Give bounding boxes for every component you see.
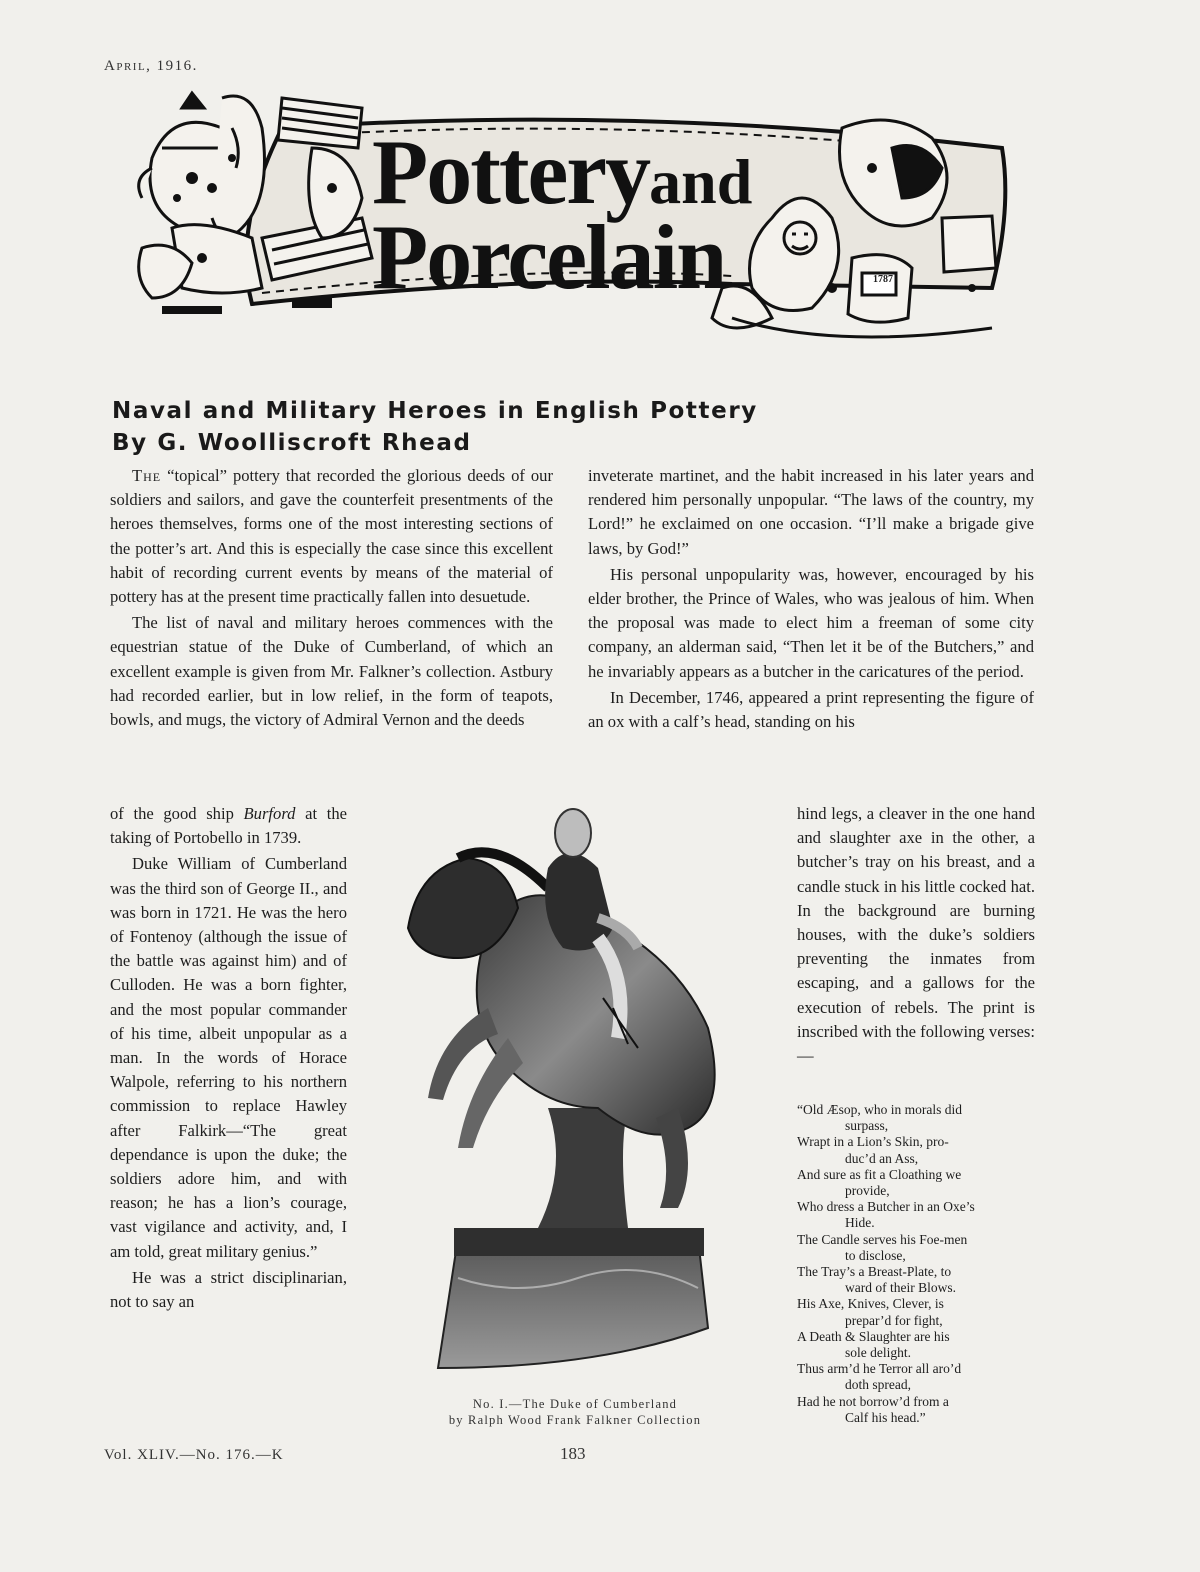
verse-text: A Death & Slaughter are his [797,1328,950,1344]
paragraph: In December, 1746, appeared a print representing the figure of an ox with a calf’s head, standing on his [588,687,1034,732]
verse-text: prepar’d for fight, [845,1312,943,1328]
paragraph: Duke William of Cumberland was the third son of George II., and was born in 1721. He was the hero of Fontenoy (although the issue of the battle was against him) and of Culloden. He was a born fighter, and the most popular commander of his time, albeit unpopular as a man. In the words of Horace Walpole, referring to his northern commission to replace Hawley after Falkirk—“The great dependance is upon the duke; the soldiers adore him, and with reason; he has a lion’s courage, vast vigilance and activity, and, I am told, great military genius.” [110,854,347,1261]
verse-line [797,1329,1037,1361]
article-byline: By G. Woolliscroft Rhead [112,430,472,456]
banner-title [372,121,753,308]
paragraph-text: of the good ship [110,804,244,823]
paragraph: inveterate martinet, and the habit increased in his later years and rendered him personally unpopular. “The laws of the country, my Lord!” he exclaimed on one occasion. “I’ll make a brigade give laws, by God!” [588,466,1034,558]
verse-line [797,1361,1037,1393]
banner-title-and: and [649,146,753,217]
article-title [112,395,1072,459]
paragraph [110,802,347,850]
verse-line [797,1232,1037,1264]
verse-line [797,1296,1037,1328]
verse-text: Had he not borrow’d from a [797,1393,949,1409]
drop-lead: The [132,466,162,485]
banner-title-porcelain: Porcelain [372,205,726,308]
page-number: 183 [560,1444,586,1463]
paragraph: The list of naval and military heroes commences with the equestrian statue of the Duke of Cumberland, of which an excellent example is given from Mr. Falkner’s collection. Astbury had recorded earlier, but in low relief, in the form of teapots, bowls, and mugs, the victory of Admiral Vernon and the deeds [110,613,553,730]
verse-line [797,1199,1037,1231]
paragraph: He was a strict disciplinarian, not to say an [110,1267,347,1312]
verse-line [797,1134,1037,1166]
verse-text: to disclose, [845,1247,906,1263]
verse-text: His Axe, Knives, Clever, is [797,1296,944,1312]
verse-text: ward of their Blows. [845,1280,956,1296]
verse-text: Thus arm’d he Terror all aro’d [797,1361,962,1377]
paragraph: His personal unpopularity was, however, encouraged by his elder brother, the Prince of Wales, who was jealous of him. When the proposal was made to elect him a freeman of some city company, an alderman said, “Then let it be of the Butchers,” and he invariably appears as a butcher in the caricatures of the period. [588,564,1034,681]
volume-number: Vol. XLIV.—No. 176.—K [104,1447,284,1463]
left-column-top [110,464,553,732]
verse-text: provide, [845,1183,890,1199]
verse-text: And sure as fit a Cloathing we [797,1166,962,1182]
verse-text: Hide. [845,1215,875,1231]
right-column-narrow [797,802,1035,1068]
issue-date: April, 1916. [104,58,198,74]
banner-title-pottery: Pottery [372,121,650,223]
verse-text: surpass, [845,1118,889,1134]
verse-line [797,1264,1037,1296]
verse-text: Who dress a Butcher in an Oxe’s [797,1199,975,1215]
verse-text: sole delight. [845,1345,911,1361]
verse-line [797,1102,1037,1134]
caption-line: by Ralph Wood Frank Falkner Collection [448,1413,702,1427]
right-column-top [588,464,1034,734]
verse-text: Wrapt in a Lion’s Skin, pro- [797,1134,949,1150]
left-column-narrow [110,802,347,1314]
verse-text: The Candle serves his Foe-men [797,1231,968,1247]
paragraph [110,464,553,609]
equestrian-statue-photo [398,808,743,1390]
verse-block [797,1102,1037,1426]
verse-text: The Tray’s a Breast-Plate, to [797,1264,952,1280]
paragraph-text: “topical” pottery that recorded the glorious deeds of our soldiers and sailors, and gave the counterfeit presentments of the heroes themselves, forms one of the most interesting sections of the potter’s art. And this is especially the case since this excellent habit of recording current events by means of the material of pottery has at the present time practically fallen into desuetude. [110,466,553,607]
masthead-banner [132,88,1017,350]
ship-name: Burford [243,804,296,823]
figure-caption [390,1396,760,1428]
verse-line [797,1167,1037,1199]
verse-text: “Old Æsop, who in morals did [797,1102,962,1117]
jar-label: 1787 [873,274,893,285]
verse-text: duc’d an Ass, [845,1150,919,1166]
article-title-main: Naval and Military Heroes in English Pottery [112,398,758,424]
paragraph-text: at the taking of Portobello in 1739. [110,804,348,848]
verse-text: Calf his head.” [845,1409,926,1425]
verse-text: doth spread, [845,1377,911,1393]
verse-line [797,1394,1037,1426]
caption-line: No. I.—The Duke of Cumberland [472,1397,678,1411]
paragraph: hind legs, a cleaver in the one hand and slaughter axe in the other, a butcher’s tray on his breast, and a candle stuck in his little cocked hat. In the background are burning houses, with the duke’s soldiers preventing the inmates from escaping, and a gallows for the execution of rebels. The print is inscribed with the following verses:— [797,804,1035,1066]
figure-duke-of-cumberland [398,808,743,1390]
